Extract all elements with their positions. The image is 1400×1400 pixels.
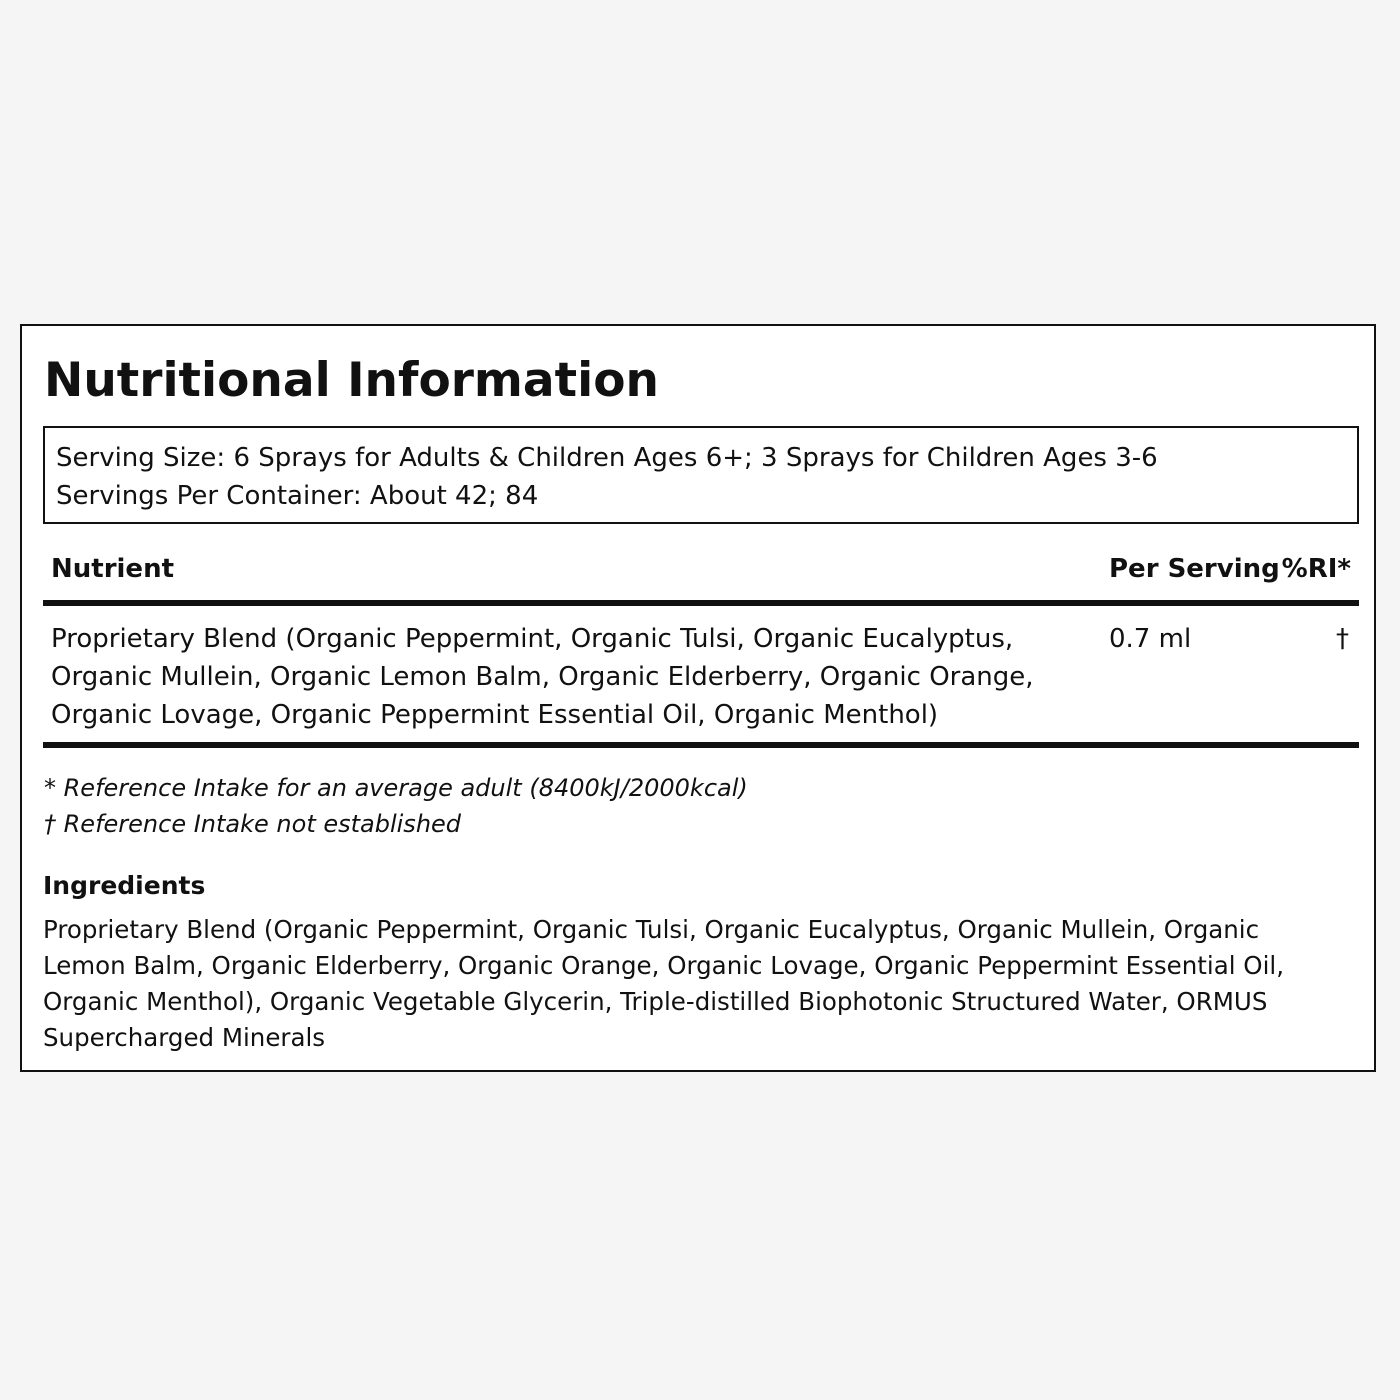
serving-info-box	[43, 426, 1359, 524]
servings-per-container: Servings Per Container: About 42; 84	[56, 481, 539, 511]
nutrient-cell: Proprietary Blend (Organic Peppermint, Organic Tulsi, Organic Eucalyptus, Organic Mullein, Organic Lemon Balm, Organic Elderberry, Organic Orange, Organic Lovage, Organic Peppermint Essential Oil, Organic Menthol)	[51, 624, 1034, 730]
header-nutrient: Nutrient	[51, 554, 175, 584]
per-serving-cell: 0.7 ml	[1109, 624, 1192, 654]
table-header-row	[43, 546, 1359, 606]
header-ri: %RI*	[1281, 554, 1351, 584]
ri-cell: †	[1336, 624, 1349, 654]
ingredients-heading: Ingredients	[43, 871, 206, 900]
ingredients-text: Proprietary Blend (Organic Peppermint, Organic Tulsi, Organic Eucalyptus, Organic Mullein, Organic Lemon Balm, Organic Elderberry, Organic Orange, Organic Lovage, Organic Peppermint Essential Oil, Organic Menthol), Organic Vegetable Glycerin, Triple-distilled Biophotonic Structured Water, ORMUS Supercharged Minerals	[43, 915, 1284, 1052]
footnote-reference-intake: * Reference Intake for an average adult (8400kJ/2000kcal)	[44, 774, 748, 802]
panel-title: Nutritional Information	[44, 353, 659, 408]
serving-size: Serving Size: 6 Sprays for Adults & Children Ages 6+; 3 Sprays for Children Ages 3-6	[56, 443, 1158, 473]
header-per-serving: Per Serving	[1109, 554, 1280, 584]
footnotes	[44, 770, 1344, 842]
footnote-not-established: † Reference Intake not established	[44, 810, 462, 838]
table-row	[43, 606, 1359, 748]
nutrition-panel	[20, 324, 1376, 1072]
